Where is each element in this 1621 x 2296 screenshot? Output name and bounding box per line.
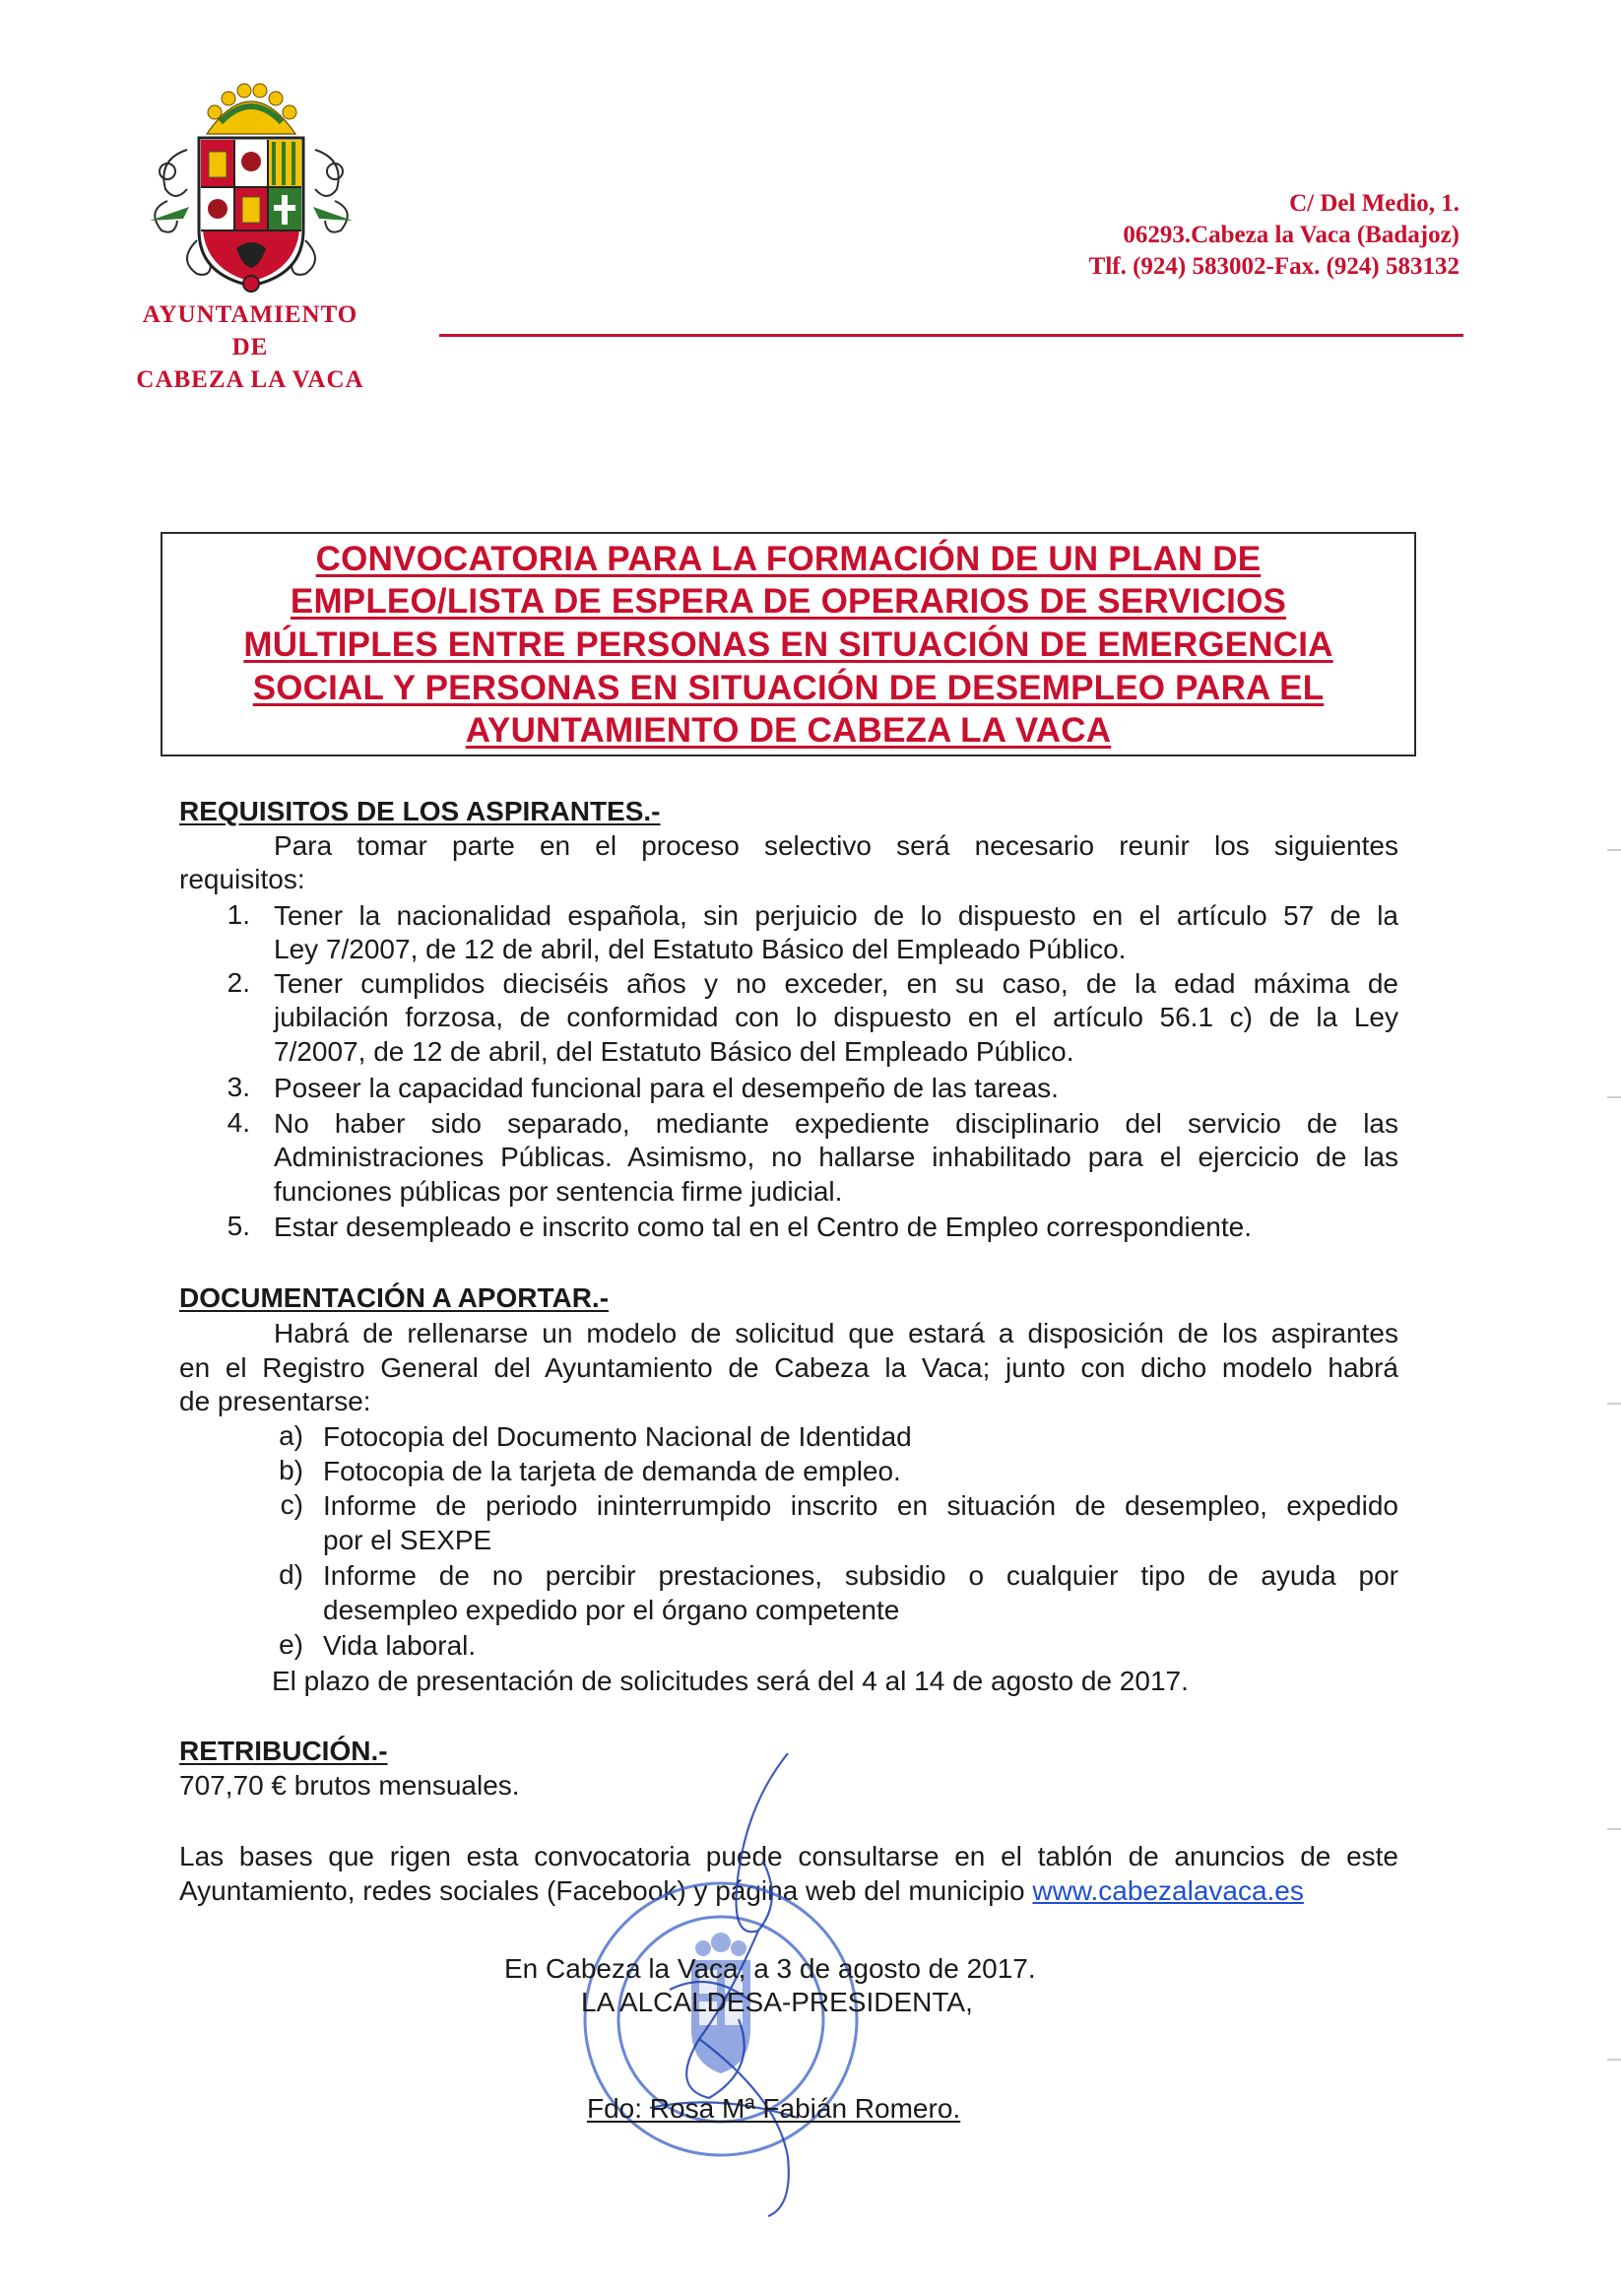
section-heading-documentacion: DOCUMENTACIÓN A APORTAR.- bbox=[179, 1282, 610, 1313]
list-letter: a) bbox=[279, 1420, 303, 1451]
list-item-line: Administraciones Públicas. Asimismo, no hallarse inhabilitado para el ejercicio de las bbox=[274, 1142, 1398, 1172]
list-item-line: funciones públicas por sentencia firme judicial. bbox=[274, 1176, 843, 1207]
address-phone-fax: Tlf. (924) 583002-Fax. (924) 583132 bbox=[1088, 253, 1459, 280]
paragraph-line: Habrá de rellenarse un modelo de solicitud que estará a disposición de los aspirantes bbox=[274, 1318, 1398, 1348]
list-number: 2. bbox=[227, 967, 250, 998]
list-item-line: Tener cumplidos dieciséis años y no exceder, en su caso, de la edad máxima de bbox=[274, 968, 1398, 999]
scan-edge-mark bbox=[1607, 2059, 1621, 2061]
organization-name-line: DE bbox=[231, 334, 269, 361]
organization-name-line: AYUNTAMIENTO bbox=[142, 301, 358, 328]
paragraph-line: requisitos: bbox=[179, 864, 305, 894]
title-line: SOCIAL Y PERSONAS EN SITUACIÓN DE DESEMPLEO PARA EL bbox=[252, 669, 1325, 707]
scan-edge-mark bbox=[1607, 1403, 1621, 1405]
list-item-line: Estar desempleado e inscrito como tal en el Centro de Empleo correspondiente. bbox=[274, 1212, 1252, 1242]
list-item-line: 7/2007, de 12 de abril, del Estatuto Básico del Empleado Público. bbox=[274, 1036, 1074, 1067]
signer-role: LA ALCALDESA-PRESIDENTA, bbox=[581, 1987, 973, 2017]
list-item-line: Poseer la capacidad funcional para el desempeño de las tareas. bbox=[274, 1073, 1059, 1103]
title-line: EMPLEO/LISTA DE ESPERA DE OPERARIOS DE SERVICIOS bbox=[290, 582, 1287, 621]
list-number: 5. bbox=[227, 1211, 250, 1241]
list-item-line: Fotocopia del Documento Nacional de Identidad bbox=[323, 1421, 912, 1452]
address-city: 06293.Cabeza la Vaca (Badajoz) bbox=[1123, 222, 1459, 248]
municipal-website-link[interactable]: www.cabezalavaca.es bbox=[1032, 1875, 1304, 1906]
scan-edge-mark bbox=[1607, 849, 1621, 851]
title-line: MÚLTIPLES ENTRE PERSONAS EN SITUACIÓN DE EMERGENCIA bbox=[243, 625, 1333, 664]
section-heading-requisitos: REQUISITOS DE LOS ASPIRANTES.- bbox=[179, 796, 661, 826]
list-number: 4. bbox=[227, 1107, 250, 1138]
list-item-line: Tener la nacionalidad española, sin perjuicio de lo dispuesto en el artículo 57 de la bbox=[274, 900, 1398, 931]
header-divider bbox=[439, 334, 1463, 337]
list-item-line: jubilación forzosa, de conformidad con lo dispuesto en el artículo 56.1 c) de la Ley bbox=[274, 1002, 1398, 1032]
list-item-line: Ley 7/2007, de 12 de abril, del Estatuto Básico del Empleado Público. bbox=[274, 934, 1127, 964]
list-item-line: Vida laboral. bbox=[323, 1630, 477, 1661]
signer-name: Fdo: Rosa Mª Fabián Romero. bbox=[587, 2093, 961, 2124]
title-line: CONVOCATORIA PARA LA FORMACIÓN DE UN PLAN DE bbox=[315, 540, 1262, 578]
list-item-line: No haber sido separado, mediante expediente disciplinario del servicio de las bbox=[274, 1108, 1398, 1139]
list-letter: e) bbox=[279, 1629, 303, 1660]
paragraph-line: Para tomar parte en el proceso selectivo será necesario reunir los siguientes bbox=[274, 830, 1398, 861]
paragraph-line: de presentarse: bbox=[179, 1386, 371, 1416]
list-number: 3. bbox=[227, 1072, 250, 1102]
scan-edge-mark bbox=[1607, 1828, 1621, 1830]
address-street: C/ Del Medio, 1. bbox=[1289, 190, 1459, 217]
list-number: 1. bbox=[227, 899, 250, 930]
list-letter: c) bbox=[280, 1489, 303, 1520]
salary-amount: 707,70 € brutos mensuales. bbox=[179, 1770, 520, 1801]
list-letter: b) bbox=[279, 1455, 303, 1485]
deadline-text: El plazo de presentación de solicitudes será del 4 al 14 de agosto de 2017. bbox=[272, 1666, 1189, 1696]
list-item-line: Informe de periodo ininterrumpido inscrito en situación de desempleo, expedido bbox=[323, 1490, 1398, 1521]
bases-text: Ayuntamiento, redes sociales (Facebook) y página web del municipio bbox=[179, 1875, 1033, 1906]
paragraph-line: en el Registro General del Ayuntamiento de Cabeza la Vaca; junto con dicho modelo habrá bbox=[179, 1352, 1398, 1383]
organization-name-line: CABEZA LA VACA bbox=[136, 366, 364, 393]
coat-of-arms-icon bbox=[138, 73, 364, 295]
place-and-date: En Cabeza la Vaca, a 3 de agosto de 2017. bbox=[504, 1953, 1036, 1984]
list-letter: d) bbox=[279, 1559, 303, 1590]
list-item-line: desempleo expedido por el órgano competente bbox=[323, 1595, 900, 1625]
scan-edge-mark bbox=[1607, 1096, 1621, 1098]
paragraph-line: Las bases que rigen esta convocatoria puede consultarse en el tablón de anuncios de este bbox=[179, 1841, 1398, 1871]
list-item-line: por el SEXPE bbox=[323, 1525, 492, 1555]
list-item-line: Informe de no percibir prestaciones, subsidio o cualquier tipo de ayuda por bbox=[323, 1560, 1398, 1591]
section-heading-retribucion: RETRIBUCIÓN.- bbox=[179, 1736, 388, 1766]
title-line: AYUNTAMIENTO DE CABEZA LA VACA bbox=[465, 711, 1112, 750]
list-item-line: Fotocopia de la tarjeta de demanda de empleo. bbox=[323, 1456, 901, 1486]
